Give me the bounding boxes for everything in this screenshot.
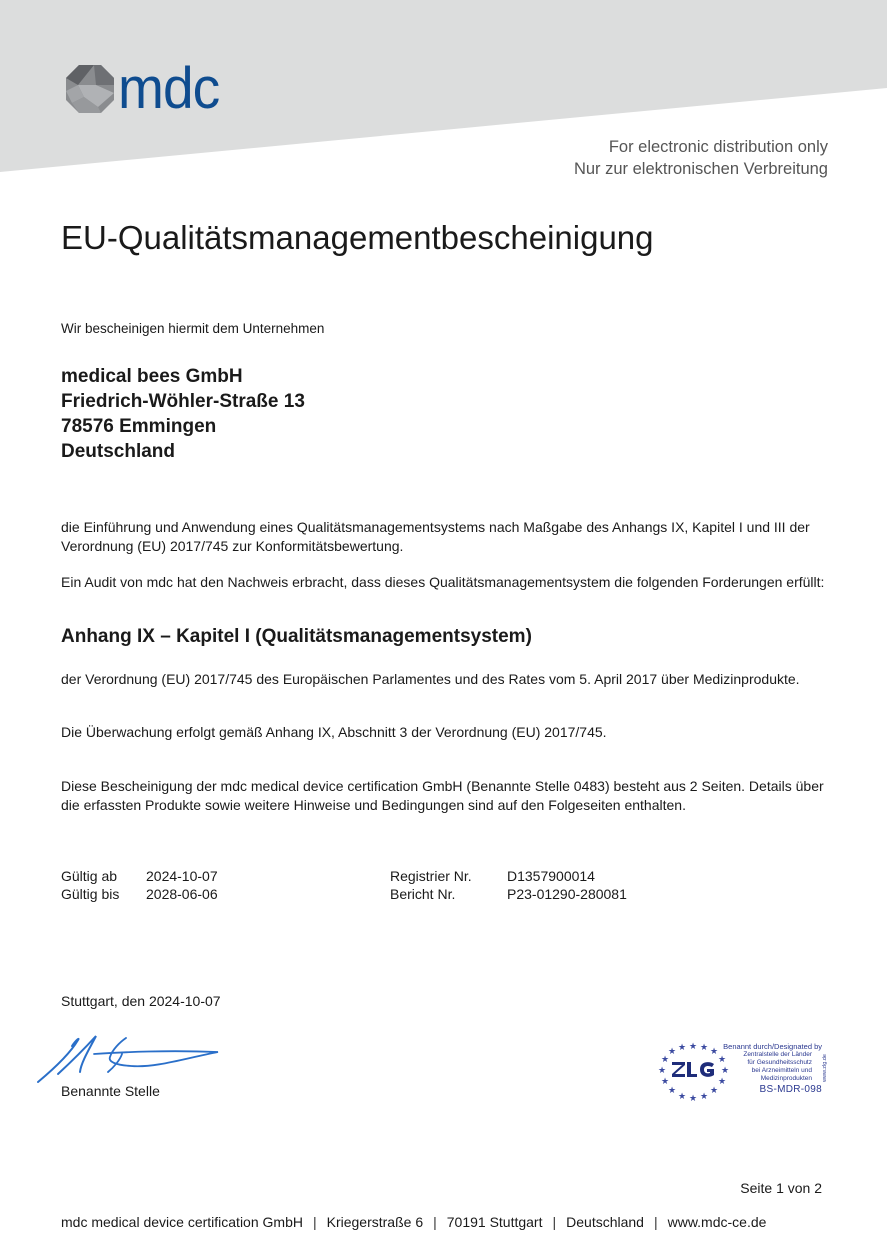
zlg-designated: Benannt durch/Designated by (723, 1042, 822, 1051)
svg-text:★: ★ (688, 1093, 698, 1103)
footer-company: mdc medical device certification GmbH (61, 1214, 303, 1230)
svg-text:★: ★ (720, 1065, 730, 1075)
company-name: medical bees GmbH (61, 366, 243, 387)
footer (61, 1214, 766, 1230)
svg-text:★: ★ (677, 1042, 687, 1052)
company-city: 78576 Emmingen (61, 416, 217, 437)
company-street: Friedrich-Wöhler-Straße 13 (61, 391, 305, 412)
distribution-notice (574, 136, 828, 180)
valid-to-row (61, 885, 218, 903)
register-label: Registrier Nr. (390, 868, 472, 884)
zlg-line3: bei Arzneimitteln und (751, 1067, 812, 1074)
valid-from-row (61, 867, 218, 885)
valid-to-label: Gültig bis (61, 886, 120, 902)
register-value: D1357900014 (507, 868, 595, 884)
report-row (390, 885, 627, 903)
footer-country: Deutschland (566, 1214, 644, 1230)
report-label: Bericht Nr. (390, 886, 456, 902)
regulation-paragraph: der Verordnung (EU) 2017/745 des Europäischen Parlamentes und des Rates vom 5. April 2017 über Medizinprodukte. (61, 671, 800, 687)
report-value: P23-01290-280081 (507, 886, 627, 902)
svg-text:★: ★ (660, 1076, 670, 1086)
svg-text:★: ★ (717, 1054, 727, 1064)
handwritten-signature (36, 1032, 226, 1087)
annex-heading: Anhang IX – Kapitel I (Qualitätsmanagementsystem) (61, 626, 532, 647)
audit-paragraph: Ein Audit von mdc hat den Nachweis erbracht, dass dieses Qualitätsmanagementsystem die folgenden Forderungen erfüllt: (61, 574, 825, 590)
footer-city: 70191 Stuttgart (446, 1214, 543, 1230)
footer-website: www.mdc-ce.de (667, 1214, 767, 1230)
zlg-line2: für Gesundheitsschutz (747, 1059, 812, 1066)
scope-paragraph: die Einführung und Anwendung eines Qualitätsmanagementsystems nach Maßgabe des Anhangs IX, Kapitel I und III der Verordnung (EU) 2017/745 zur Konformitätsbewertung. (61, 519, 810, 554)
zlg-line4: Medizinprodukten (760, 1075, 812, 1082)
validity-block (61, 867, 218, 903)
svg-text:★: ★ (709, 1046, 719, 1056)
svg-text:★: ★ (709, 1085, 719, 1095)
svg-text:★: ★ (699, 1042, 709, 1052)
svg-text:★: ★ (688, 1041, 698, 1051)
zlg-text-block (720, 1042, 822, 1097)
svg-text:★: ★ (660, 1054, 670, 1064)
page-number: Seite 1 von 2 (740, 1180, 822, 1196)
zlg-emblem-icon (656, 1040, 731, 1104)
footer-separator: | (552, 1214, 557, 1230)
valid-from-label: Gültig ab (61, 868, 118, 884)
company-country: Deutschland (61, 441, 176, 462)
logo-text: mdc (118, 56, 220, 121)
intro-text: Wir bescheinigen hiermit dem Unternehmen (61, 321, 325, 336)
distribution-de: Nur zur elektronischen Verbreitung (573, 160, 828, 178)
zlg-designation-seal (656, 1040, 826, 1104)
svg-text:★: ★ (657, 1065, 667, 1075)
place-date: Stuttgart, den 2024-10-07 (61, 993, 221, 1009)
distribution-en: For electronic distribution only (608, 138, 828, 156)
footer-street: Kriegerstraße 6 (326, 1214, 424, 1230)
footer-separator: | (312, 1214, 317, 1230)
footer-separator: | (433, 1214, 437, 1230)
footer-separator: | (653, 1214, 658, 1230)
certificate-title: EU-Qualitätsmanagementbescheinigung (61, 219, 654, 256)
zlg-line1: Zentralstelle der Länder (743, 1051, 812, 1058)
logo-octagon-icon (64, 63, 116, 115)
register-row (390, 867, 627, 885)
svg-text:★: ★ (677, 1091, 687, 1101)
valid-from-value: 2024-10-07 (146, 868, 218, 884)
signature-label: Benannte Stelle (61, 1083, 160, 1099)
company-address (61, 364, 305, 464)
zlg-code: BS-MDR-098 (759, 1084, 822, 1095)
registration-block (390, 867, 627, 903)
svg-text:★: ★ (667, 1085, 677, 1095)
svg-text:★: ★ (667, 1046, 677, 1056)
svg-text:★: ★ (699, 1091, 709, 1101)
pages-paragraph: Diese Bescheinigung der mdc medical device certification GmbH (Benannte Stelle 0483) besteht aus 2 Seiten. Details über die erfassten Produkte sowie weitere Hinweise und Bedingungen sind auf den Folgeseiten enthalten. (61, 778, 824, 813)
surveillance-paragraph: Die Überwachung erfolgt gemäß Anhang IX, Abschnitt 3 der Verordnung (EU) 2017/745. (61, 724, 607, 740)
mdc-logo (64, 56, 225, 121)
svg-text:★: ★ (717, 1076, 727, 1086)
zlg-website: www.zlg.de (822, 1054, 828, 1082)
valid-to-value: 2028-06-06 (146, 886, 218, 902)
